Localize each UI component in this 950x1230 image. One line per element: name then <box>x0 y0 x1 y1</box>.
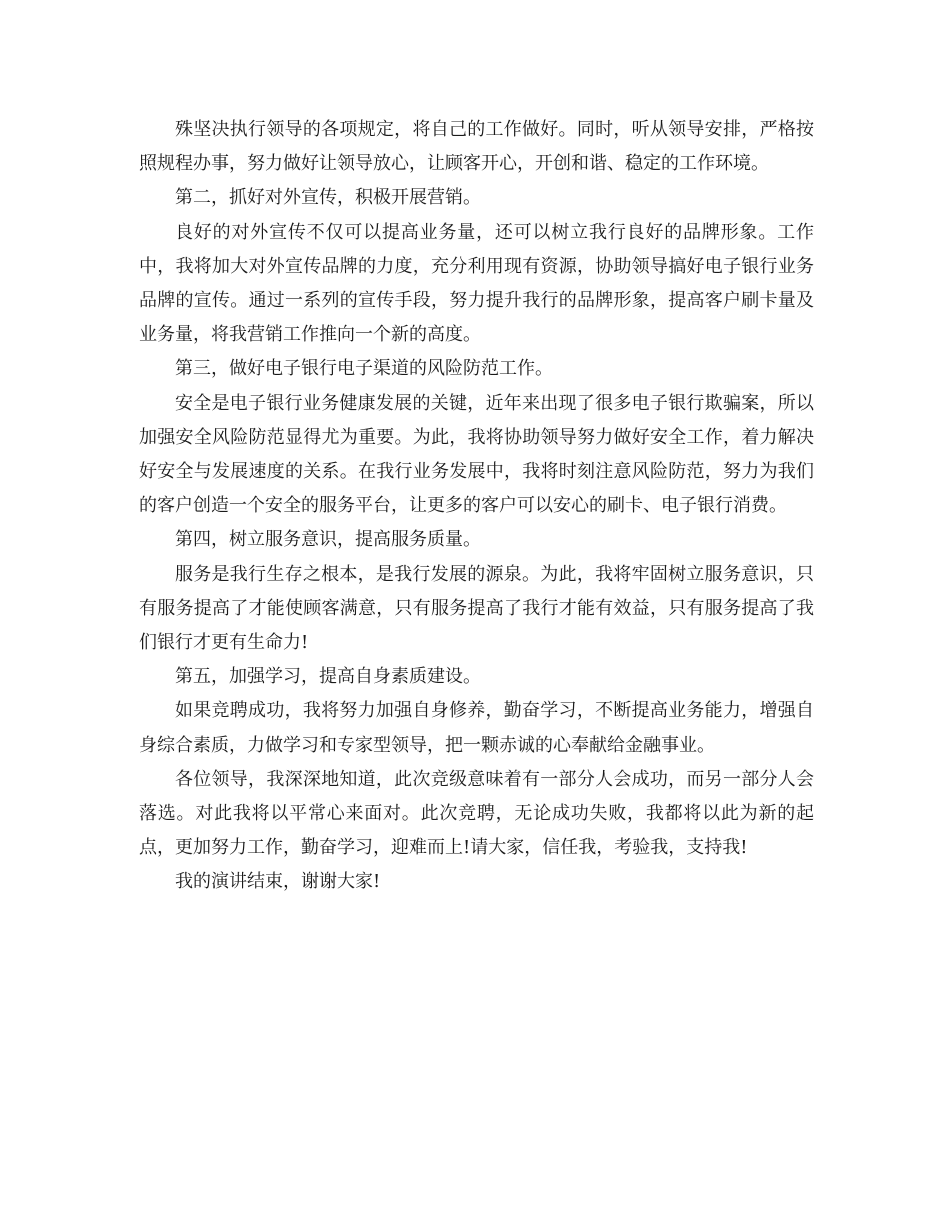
paragraph-learning: 如果竞聘成功，我将努力加强自身修养，勤奋学习，不断提高业务能力，增强自身综合素质，力做学习和专家型领导，把一颗赤诚的心奉献给金融事业。 <box>139 700 814 756</box>
paragraph-thanks: 我的演讲结束，谢谢大家! <box>175 871 381 893</box>
paragraph-service: 服务是我行生存之根本，是我行发展的源泉。为此，我将牢固树立服务意识，只有服务提高了才能使顾客满意，只有服务提高了我行才能有效益，只有服务提高了我们银行才更有生命力! <box>139 563 814 654</box>
paragraph-promotion: 良好的对外宣传不仅可以提高业务量，还可以树立我行良好的品牌形象。工作中，我将加大对外宣传品牌的力度，充分利用现有资源，协助领导搞好电子银行业务品牌的宣传。通过一系列的宣传手段，努力提升我行的品牌形象，提高客户刷卡量及业务量，将我营销工作推向一个新的高度。 <box>139 221 814 346</box>
heading-point-five: 第五，加强学习，提高自身素质建设。 <box>175 666 481 688</box>
heading-point-two: 第二，抓好对外宣传，积极开展营销。 <box>175 187 481 209</box>
paragraph-continuation: 殊坚决执行领导的各项规定，将自己的工作做好。同时，听从领导安排，严格按照规程办事，努力做好让领导放心，让顾客开心，开创和谐、稳定的工作环境。 <box>139 119 814 175</box>
heading-point-three: 第三，做好电子银行电子渠道的风险防范工作。 <box>175 358 553 380</box>
paragraph-security: 安全是电子银行业务健康发展的关键，近年来出现了很多电子银行欺骗案，所以加强安全风险防范显得尤为重要。为此，我将协助领导努力做好安全工作，着力解决好安全与发展速度的关系。在我行业务发展中，我将时刻注意风险防范，努力为我们的客户创造一个安全的服务平台，让更多的客户可以安心的刷卡、电子银行消费。 <box>139 392 814 517</box>
document-body <box>139 113 814 900</box>
heading-point-four: 第四，树立服务意识，提高服务质量。 <box>175 529 481 551</box>
paragraph-closing: 各位领导，我深深地知道，此次竞级意味着有一部分人会成功，而另一部分人会落选。对此我将以平常心来面对。此次竞聘，无论成功失败，我都将以此为新的起点，更加努力工作，勤奋学习，迎难而上!请大家，信任我，考验我，支持我! <box>139 768 814 859</box>
